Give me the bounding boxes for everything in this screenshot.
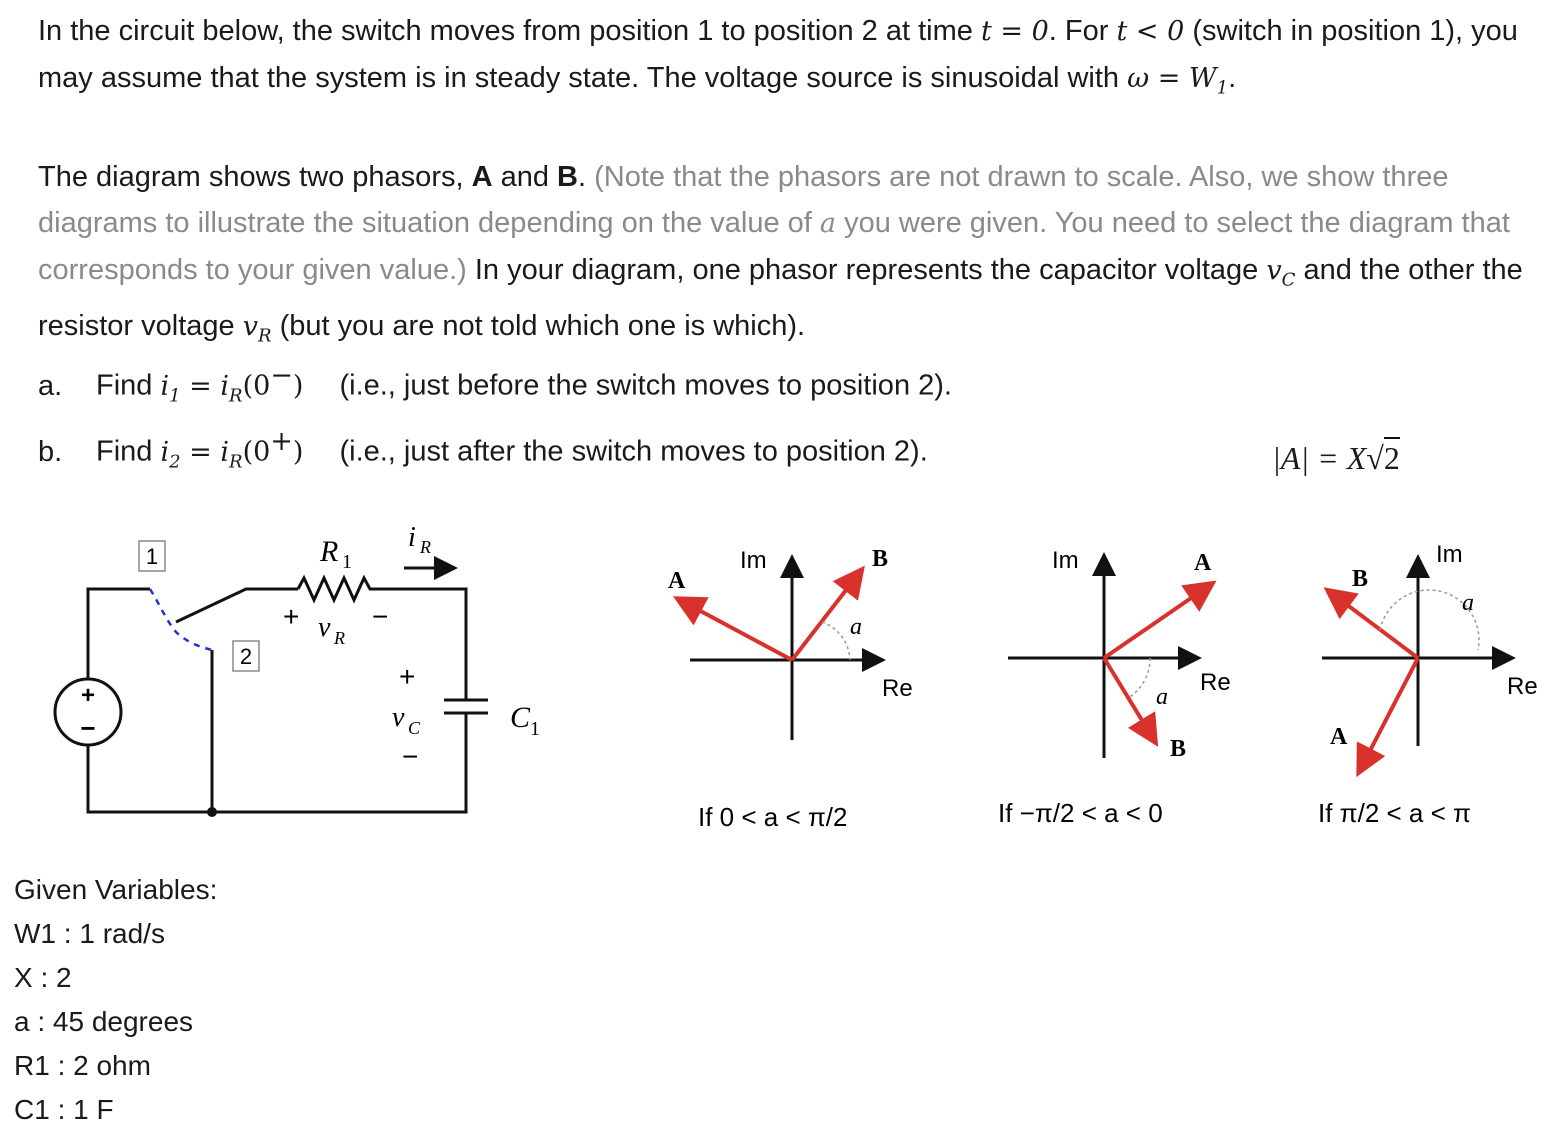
phasor-diagram-3 xyxy=(1318,541,1538,828)
phasor-a-label: A xyxy=(668,568,686,594)
desc-text-4: (but you are not told which one is which). xyxy=(271,310,806,343)
c1-label: C xyxy=(510,701,531,734)
vc-plus: + xyxy=(399,661,416,692)
re-label: Re xyxy=(882,675,913,702)
question-find: Find xyxy=(96,369,161,402)
switch-blade xyxy=(176,589,298,622)
question-note: (i.e., just after the switch moves to position 2). xyxy=(339,435,928,468)
phasor-a-arrow xyxy=(1360,658,1418,770)
angle-arc xyxy=(1128,658,1150,698)
expr-close: ) xyxy=(292,370,304,402)
angle-label: a xyxy=(1462,590,1474,616)
phasor-diagram-2 xyxy=(998,547,1231,828)
vr-sub: R xyxy=(334,628,345,648)
junction-node xyxy=(207,807,217,817)
desc-and: and xyxy=(492,161,558,193)
vr-minus: − xyxy=(372,601,389,632)
phasor-a-label: A xyxy=(1194,550,1212,576)
im-label: Im xyxy=(1436,541,1463,568)
ir-sub: R xyxy=(420,537,431,557)
expr-isub: 1 xyxy=(169,385,181,407)
given-item: C1 : 1 F xyxy=(14,1094,114,1125)
phasor-B-label: B xyxy=(557,161,578,193)
expr-arg: (0 xyxy=(242,436,271,468)
r1-sub: 1 xyxy=(342,551,352,573)
phasor-b-label: B xyxy=(1352,566,1369,592)
sqrt-symbol: √ xyxy=(1366,440,1384,476)
note-a: a xyxy=(819,208,837,239)
vr-sub: R xyxy=(257,325,272,347)
vc-label: v xyxy=(392,702,405,733)
vr-v: v xyxy=(242,311,258,343)
phasor-a-arrow xyxy=(680,600,792,660)
expr-eq: = i xyxy=(180,370,230,402)
vc-sub: C xyxy=(1281,269,1296,291)
wire-left-top xyxy=(88,589,150,680)
re-label: Re xyxy=(1507,673,1538,700)
time-negative: t < 0 xyxy=(1116,16,1185,47)
note-text: (Note that the phasors are not drawn to scale. Also, we show three diagrams to illustrate the situation depending on the value of xyxy=(38,161,1449,239)
given-variables xyxy=(14,868,217,1132)
expr-rsub: R xyxy=(229,451,243,473)
intro-text: In the circuit below, the switch moves from position 1 to position 2 at time xyxy=(38,15,981,47)
expr-sign: + xyxy=(270,426,293,457)
capacitor-c1 xyxy=(444,700,488,713)
given-item: R1 : 2 ohm xyxy=(14,1050,151,1081)
angle-arc xyxy=(822,622,850,660)
phasor-a-label: A xyxy=(1330,724,1348,750)
expr-i: i xyxy=(160,370,170,402)
given-item: X : 2 xyxy=(14,962,72,993)
sqrt-arg: 2 xyxy=(1384,437,1400,476)
expr-rsub: R xyxy=(229,385,243,407)
given-item: W1 : 1 rad/s xyxy=(14,918,165,949)
intro-text-3: (switch in position 1), you may assume that the system is in steady state. The voltage source is sinusoidal with xyxy=(38,15,1518,94)
vr-label: v xyxy=(318,612,331,643)
diagram-caption: If 0 < a < π/2 xyxy=(698,802,848,832)
vc-minus: − xyxy=(402,741,419,772)
source-minus: − xyxy=(80,713,96,743)
intro-text-2: . For xyxy=(1048,15,1117,47)
question-label: b. xyxy=(38,435,63,468)
position-1-label: 1 xyxy=(145,544,159,569)
ir-label: i xyxy=(408,522,416,553)
question-find: Find xyxy=(96,435,161,468)
omega-sub: 1 xyxy=(1216,77,1229,99)
phasor-b-arrow xyxy=(1330,592,1418,658)
magnitude-lhs: |A| = X xyxy=(1272,440,1367,476)
desc-text: The diagram shows two phasors, xyxy=(38,161,472,193)
phasor-a-arrow xyxy=(1104,585,1210,658)
desc-dot: . xyxy=(578,161,595,193)
re-label: Re xyxy=(1200,669,1231,696)
diagram-caption: If −π/2 < a < 0 xyxy=(998,798,1163,828)
expr-i: i xyxy=(160,436,170,468)
source-plus: + xyxy=(80,682,96,709)
question-label: a. xyxy=(38,369,63,402)
diagram-caption: If π/2 < a < π xyxy=(1318,798,1471,828)
phasor-b-label: B xyxy=(872,546,889,572)
omega-text: ω = W xyxy=(1127,63,1217,94)
angle-label: a xyxy=(1156,684,1168,710)
given-item: a : 45 degrees xyxy=(14,1006,194,1037)
phasor-b-arrow xyxy=(1104,658,1154,740)
expr-eq: = i xyxy=(180,436,230,468)
phasor-b-label: B xyxy=(1170,736,1187,762)
im-label: Im xyxy=(1052,547,1079,574)
vr-plus: + xyxy=(283,601,300,632)
im-label: Im xyxy=(740,547,767,574)
expr-close: ) xyxy=(292,436,304,468)
given-title: Given Variables: xyxy=(14,874,218,905)
angle-label: a xyxy=(850,614,862,640)
c1-sub: 1 xyxy=(530,718,540,740)
expr-isub: 2 xyxy=(169,451,181,473)
intro-end: . xyxy=(1228,62,1237,94)
expr-arg: (0 xyxy=(242,370,271,402)
vc-v: v xyxy=(1266,255,1282,286)
desc-text-2: In your diagram, one phasor represents the capacitor voltage xyxy=(466,254,1267,286)
question-note: (i.e., just before the switch moves to position 2). xyxy=(339,369,952,402)
note-text-2: you were given. You need to select the diagram that corresponds to your given value.) xyxy=(38,207,1510,286)
phasor-A-label: A xyxy=(471,161,493,193)
phasor-diagram-1 xyxy=(668,546,913,832)
position-2-label: 2 xyxy=(239,644,253,669)
desc-text-3: and the other the resistor voltage xyxy=(38,254,1523,343)
expr-sign: − xyxy=(270,360,293,391)
time-zero: t = 0 xyxy=(980,16,1049,47)
vc-sub: C xyxy=(408,718,421,738)
r1-label: R xyxy=(320,535,339,568)
